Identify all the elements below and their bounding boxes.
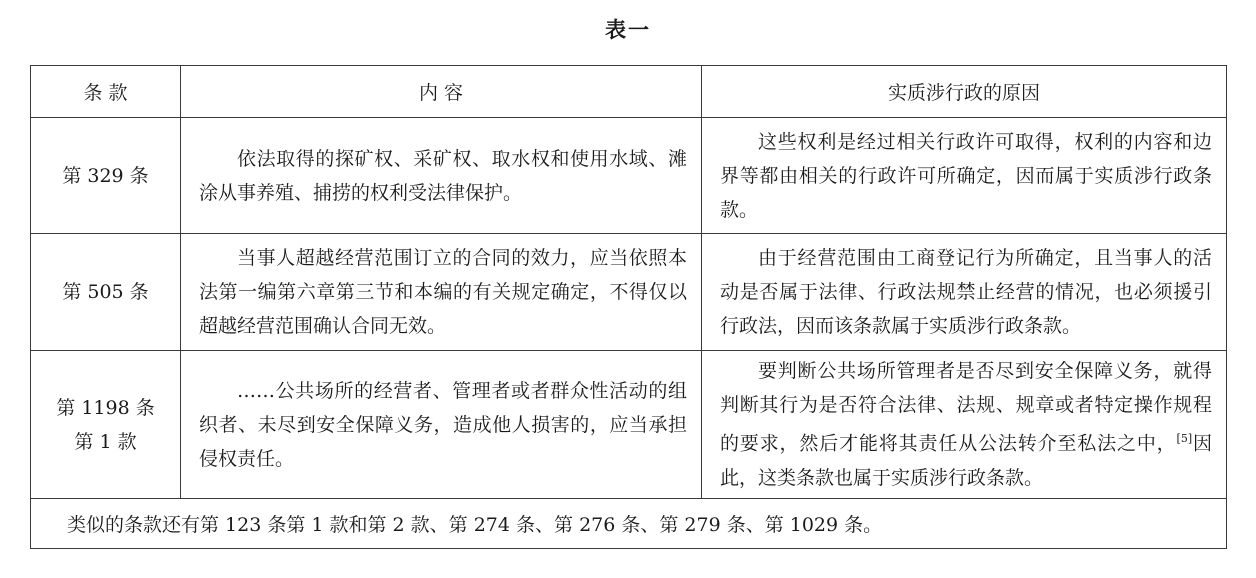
article-label: 第 505 条: [62, 281, 149, 303]
article-label: 第 329 条: [62, 164, 149, 187]
table-row: [31, 234, 1227, 351]
table-header-row: [31, 66, 1227, 118]
content-cell: ……公共场所的经营者、管理者或者群众性活动的组织者、未尽到安全保障义务，造成他人损害的，应当承担侵权责任。: [181, 351, 702, 499]
reason-cell: 这些权利是经过相关行政许可取得，权利的内容和边界等都由相关的行政许可所确定，因而属于实质涉行政条款。: [702, 118, 1227, 234]
reason-cell: [702, 351, 1227, 499]
reason-cell: 由于经营范围由工商登记行为所确定，且当事人的活动是否属于法律、行政法规禁止经营的情况，也必须援引行政法，因而该条款属于实质涉行政条款。: [702, 234, 1227, 351]
footer-note: 类似的条款还有第 123 条第 1 款和第 2 款、第 274 条、第 276 条、第 279 条、第 1029 条。: [31, 499, 1227, 549]
footnote-reference: [5]: [1176, 432, 1193, 446]
reason-text: 要判断公共场所管理者是否尽到安全保障义务，就得判断其行为是否符合法律、法规、规章或者特定操作规程的要求，然后才能将其责任从公法转介至私法之中，: [720, 360, 1212, 455]
article-cell: [31, 118, 181, 234]
article-cell: [31, 351, 181, 499]
table-title: 表一: [605, 18, 651, 42]
article-cell: [31, 234, 181, 351]
article-sublabel: 第 1 款: [74, 430, 137, 453]
content-cell: 当事人超越经营范围订立的合同的效力，应当依照本法第一编第六章第三节和本编的有关规定确定，不得仅以超越经营范围确认合同无效。: [181, 234, 702, 351]
table-row: [31, 351, 1227, 499]
provisions-table: [30, 65, 1227, 549]
header-reason: 实质涉行政的原因: [702, 66, 1227, 118]
table-row: [31, 118, 1227, 234]
content-cell: 依法取得的探矿权、采矿权、取水权和使用水域、滩涂从事养殖、捕捞的权利受法律保护。: [181, 118, 702, 234]
header-article: 条 款: [31, 66, 181, 118]
header-content: 内 容: [181, 66, 702, 118]
reason-text-continued: 因此，这类条款也属于实质涉行政条款。: [720, 432, 1212, 489]
article-label: 第 1198 条: [56, 396, 155, 419]
table-footer-row: [31, 499, 1227, 549]
